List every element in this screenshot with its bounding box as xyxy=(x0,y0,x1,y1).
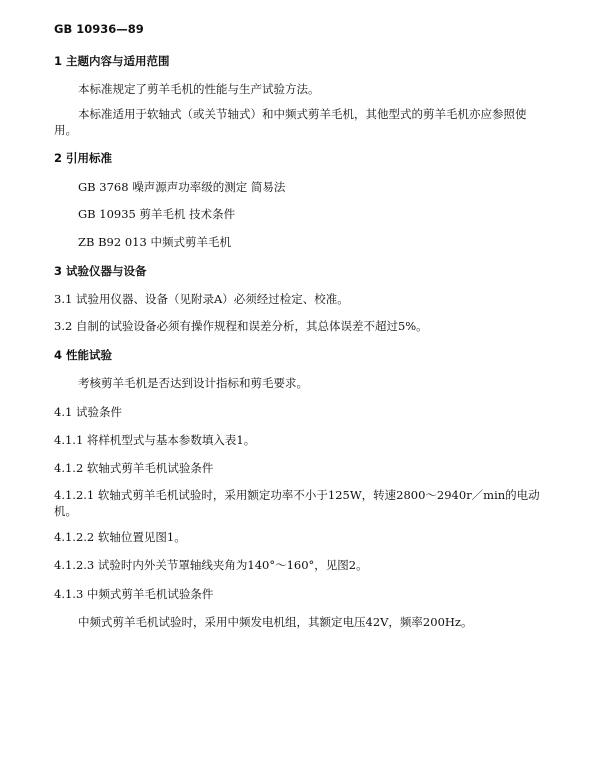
clause-4-1-1: 4.1.1 将样机型式与基本参数填入表1。 xyxy=(54,433,256,447)
clause-4-1-2-3: 4.1.2.3 试验时内外关节罩轴线夹角为140°～160°，见图2。 xyxy=(54,558,368,572)
reference-gb3768: GB 3768 噪声源声功率级的测定 简易法 xyxy=(78,180,286,194)
reference-zbb92013: ZB B92 013 中频式剪羊毛机 xyxy=(78,235,231,249)
document-id: GB 10936—89 xyxy=(54,22,144,36)
clause-3-2: 3.2 自制的试验设备必须有操作规程和误差分析，其总体误差不超过5%。 xyxy=(54,319,428,333)
section-4-heading: 4 性能试验 xyxy=(54,348,113,362)
section-4-intro: 考核剪羊毛机是否达到设计指标和剪毛要求。 xyxy=(78,376,308,390)
clause-3-1: 3.1 试验用仪器、设备（见附录A）必须经过检定、校准。 xyxy=(54,292,349,306)
clause-4-1-3: 4.1.3 中频式剪羊毛机试验条件 xyxy=(54,587,214,601)
clause-4-1-2-2: 4.1.2.2 软轴位置见图1。 xyxy=(54,530,186,544)
reference-gb10935: GB 10935 剪羊毛机 技术条件 xyxy=(78,207,236,221)
section-1-heading: 1 主题内容与适用范围 xyxy=(54,54,170,68)
section-1-paragraph-1: 本标准规定了剪羊毛机的性能与生产试验方法。 xyxy=(78,82,320,96)
clause-4-1-2: 4.1.2 软轴式剪羊毛机试验条件 xyxy=(54,461,214,475)
section-1-paragraph-2: 本标准适用于软轴式（或关节轴式）和中频式剪羊毛机，其他型式的剪羊毛机亦应参照使用。 xyxy=(54,107,527,137)
section-2-heading: 2 引用标准 xyxy=(54,151,113,165)
clause-4-1: 4.1 试验条件 xyxy=(54,405,122,419)
section-3-heading: 3 试验仪器与设备 xyxy=(54,264,147,278)
clause-4-1-2-1: 4.1.2.1 软轴式剪羊毛机试验时，采用额定功率不小于125W，转速2800～2940r／min的电动机。 xyxy=(54,488,540,518)
clause-4-1-3-body: 中频式剪羊毛机试验时，采用中频发电机组，其额定电压42V，频率200Hz。 xyxy=(78,615,473,629)
